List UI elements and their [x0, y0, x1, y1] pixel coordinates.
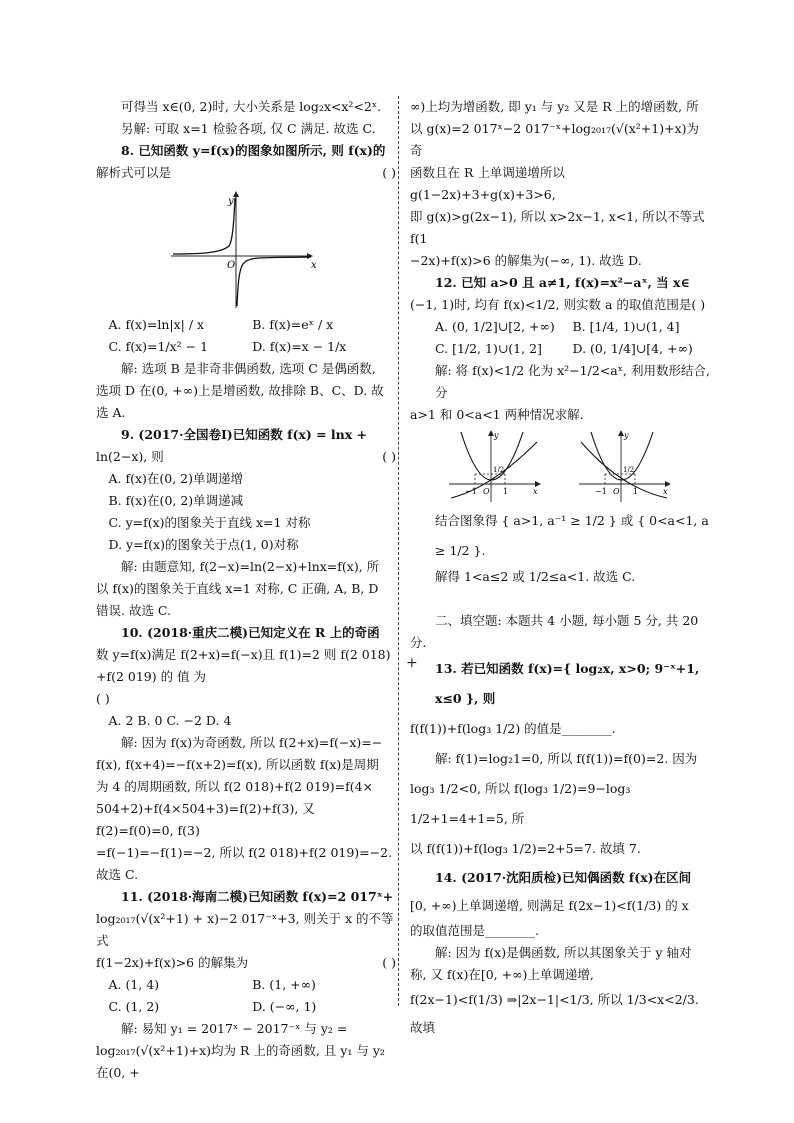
text-line: 另解: 可取 x=1 检验各项, 仅 C 满足. 故选 C.	[121, 121, 376, 136]
solution-line: 称, 又 f(x)在[0, +∞)上单调递增,	[410, 967, 594, 982]
question-13: 13. 若已知函数 f(x)={ log₂x, x>0; 9⁻ˣ+1, x≤0 }, 则	[435, 661, 700, 706]
solution-line: 函数且在 R 上单调递增所以 g(1−2x)+3+g(x)+3>6,	[410, 165, 565, 202]
solution-line: 结合图象得 { a>1, a⁻¹ ≥ 1/2 } 或 { 0<a<1, a ≥ 1/2 }.	[435, 513, 709, 558]
origin-label: O	[483, 487, 490, 496]
origin-label: O	[227, 260, 236, 271]
graph-a-gt-1	[447, 428, 543, 504]
answer-blank: ( )	[96, 691, 110, 706]
solution-line: 解: 由题意知, f(2−x)=ln(2−x)+lnx=f(x), 所	[121, 559, 380, 574]
question-10: 10. (2018·重庆二模)已知定义在 R 上的奇函	[121, 625, 380, 640]
solution-line: 解: 因为 f(x)是偶函数, 所以其图象关于 y 轴对	[435, 945, 692, 960]
option-b: B. f(x)=eˣ / x	[252, 317, 334, 332]
solution-line: 解: 因为 f(x)为奇函数, 所以 f(2+x)=f(−x)=−	[121, 735, 383, 750]
tick-label: 1	[503, 487, 509, 496]
solution-line: =f(−1)=−f(1)=−2, 所以 f(2 018)+f(2 019)=−2.	[96, 845, 393, 860]
tick-label: 1	[633, 487, 639, 496]
text-line: ln(2−x), 则	[96, 449, 164, 464]
margin-marker: +	[406, 655, 418, 671]
y-axis-label: y	[624, 431, 629, 440]
option-a: A. f(x)=ln|x| / x	[108, 317, 205, 332]
solution-line: 解得 1<a≤2 或 1/2≤a<1. 故选 C.	[435, 569, 636, 584]
answer-blank: ( )	[382, 165, 396, 180]
tick-label: 1/2	[493, 466, 505, 474]
text-line: 可得当 x∈(0, 2)时, 大小关系是 log₂x<x²<2ˣ.	[121, 99, 382, 114]
text-line: [0, +∞)上单调递增, 则满足 f(2x−1)<f(1/3) 的 x	[410, 898, 689, 913]
option-c: C. [1/2, 1)∪(1, 2]	[435, 341, 542, 356]
solution-line: log₃ 1/2<0, 所以 f(log₃ 1/2)=9−log₃ 1/2+1=4+1=5, 所	[410, 781, 631, 826]
option-a: A. (1, 4)	[108, 977, 160, 992]
option-d: D. y=f(x)的图象关于点(1, 0)对称	[108, 537, 299, 552]
solution-line: 解: f(1)=log₂1=0, 所以 f(f(1))=f(0)=2. 因为	[435, 751, 698, 766]
y-axis-label: y	[228, 196, 234, 207]
option-d: D. f(x)=x − 1/x	[252, 339, 347, 354]
option-a: A. f(x)在(0, 2)单调递增	[108, 471, 244, 486]
origin-label: O	[613, 487, 620, 496]
text-line: +f(2 019) 的 值 为	[96, 669, 207, 684]
option-d: D. (0, 1/4]∪[4, +∞)	[572, 341, 693, 356]
option-c: C. f(x)=1/x² − 1	[108, 339, 209, 354]
text-line: 的取值范围是________.	[410, 923, 539, 938]
solution-line: 以 g(x)=2 017ˣ−2 017⁻ˣ+log₂₀₁₇(√(x²+1)+x)为奇	[410, 121, 700, 158]
option-a: A. (0, 1/2]∪[2, +∞)	[435, 319, 555, 334]
solution-line: a>1 和 0<a<1 两种情况求解.	[410, 407, 584, 422]
text-line: 解析式可以是	[96, 165, 172, 180]
solution-line: log₂₀₁₇(√(x²+1)+x)均为 R 上的奇函数, 且 y₁ 与 y₂ 在(0, +	[96, 1043, 385, 1080]
y-axis-label: y	[494, 431, 499, 440]
x-axis-label: x	[533, 487, 538, 496]
solution-line: 解: 将 f(x)<1/2 化为 x²−1/2<aˣ, 利用数形结合, 分	[435, 363, 710, 400]
question-12: 12. 已知 a>0 且 a≠1, f(x)=x²−aˣ, 当 x∈	[435, 275, 690, 290]
figures-q12	[410, 426, 710, 506]
solution-line: 错误. 故选 C.	[96, 603, 172, 618]
tick-label: 1/2	[623, 466, 635, 474]
left-column	[96, 96, 396, 1084]
solution-line: 以 f(f(1))+f(log₃ 1/2)=2+5=7. 故填 7.	[410, 841, 641, 856]
section-heading: 二、填空题: 本题共 4 小题, 每小题 5 分, 共 20	[435, 613, 699, 628]
solution-line: 解: 易知 y₁ = 2017ˣ − 2017⁻ˣ 与 y₂ =	[121, 1021, 348, 1036]
solution-line: 以 f(x)的图象关于直线 x=1 对称, C 正确, A, B, D	[96, 581, 379, 596]
question-11: 11. (2018·海南二模)已知函数 f(x)=2 017ˣ+	[121, 889, 394, 904]
question-9: 9. (2017·全国卷Ⅰ)已知函数 f(x) = lnx +	[121, 427, 368, 442]
options-row: A. 2 B. 0 C. −2 D. 4	[108, 713, 232, 728]
option-b: B. [1/4, 1)∪(1, 4]	[572, 319, 680, 334]
column-divider	[398, 96, 399, 1006]
option-b: B. f(x)在(0, 2)单调递减	[108, 493, 244, 508]
answer-blank: ( )	[382, 449, 396, 464]
option-c: C. (1, 2)	[108, 999, 160, 1014]
function-graph-q8	[171, 188, 321, 310]
solution-line: f(2x−1)<f(1/3) ⇒|2x−1|<1/3, 所以 1/3<x<2/3. 故填	[410, 992, 699, 1035]
solution-line: ∞)上均为增函数, 即 y₁ 与 y₂ 又是 R 上的增函数, 所	[410, 99, 699, 114]
text-line: f(f(1))+f(log₃ 1/2) 的值是________.	[410, 721, 616, 736]
text-line: 数 y=f(x)满足 f(2+x)=f(−x)且 f(1)=2 则 f(2 018)	[96, 647, 391, 662]
tick-label: −1	[595, 487, 607, 496]
tick-label: −1	[465, 487, 477, 496]
option-b: B. (1, +∞)	[252, 977, 316, 992]
answer-blank: ( )	[382, 955, 396, 970]
section-heading-cont: 分.	[410, 635, 427, 650]
solution-line: 故选 C.	[96, 867, 139, 882]
option-c: C. y=f(x)的图象关于直线 x=1 对称	[108, 515, 311, 530]
solution-line: 选 A.	[96, 405, 126, 420]
question-14: 14. (2017·沈阳质检)已知偶函数 f(x)在区间	[435, 870, 692, 885]
solution-line: f(x), f(x+4)=−f(x+2)=f(x), 所以函数 f(x)是周期	[96, 757, 379, 772]
solution-line: 即 g(x)>g(2x−1), 所以 x>2x−1, x<1, 所以不等式 f(1	[410, 209, 705, 246]
x-axis-label: x	[311, 260, 317, 271]
x-axis-label: x	[663, 487, 668, 496]
solution-line: 解: 选项 B 是非奇非偶函数, 选项 C 是偶函数,	[121, 361, 376, 376]
solution-line: 选项 D 在(0, +∞)上是增函数, 故排除 B、C、D. 故	[96, 383, 384, 398]
solution-line: 504+2)+f(4×504+3)=f(2)+f(3), 又 f(2)=f(0)=0, f(3)	[96, 801, 315, 838]
question-8: 8. 已知函数 y=f(x)的图象如图所示, 则 f(x)的	[121, 143, 386, 158]
text-line: (−1, 1)时, 均有 f(x)<1/2, 则实数 a 的取值范围是( )	[410, 297, 706, 312]
graph-0-lt-a-lt-1	[577, 428, 673, 504]
text-line: log₂₀₁₇(√(x²+1) + x)−2 017⁻ˣ+3, 则关于 x 的不等式	[96, 911, 394, 948]
option-d: D. (−∞, 1)	[252, 999, 317, 1014]
solution-line: 为 4 的周期函数, 所以 f(2 018)+f(2 019)=f(4×	[96, 779, 374, 794]
text-line: f(1−2x)+f(x)>6 的解集为	[96, 955, 249, 970]
solution-line: −2x)+f(x)>6 的解集为(−∞, 1). 故选 D.	[410, 253, 642, 268]
right-column	[410, 96, 710, 1042]
